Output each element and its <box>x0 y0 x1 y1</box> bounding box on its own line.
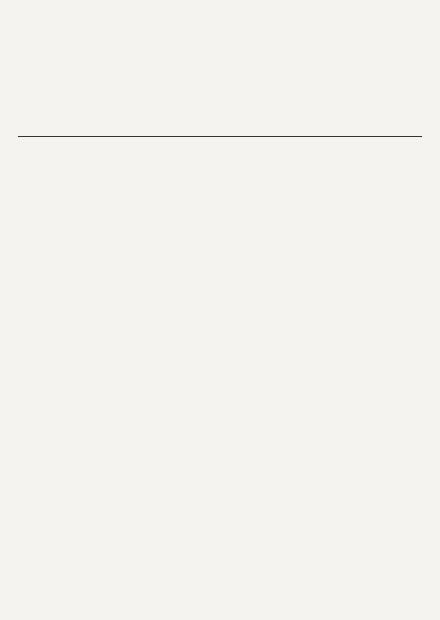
previous-article-left-column <box>18 6 214 136</box>
section-divider <box>18 136 422 137</box>
previous-article-right-column <box>228 6 424 96</box>
article-left-column <box>18 176 214 576</box>
article-right-column <box>228 176 424 556</box>
